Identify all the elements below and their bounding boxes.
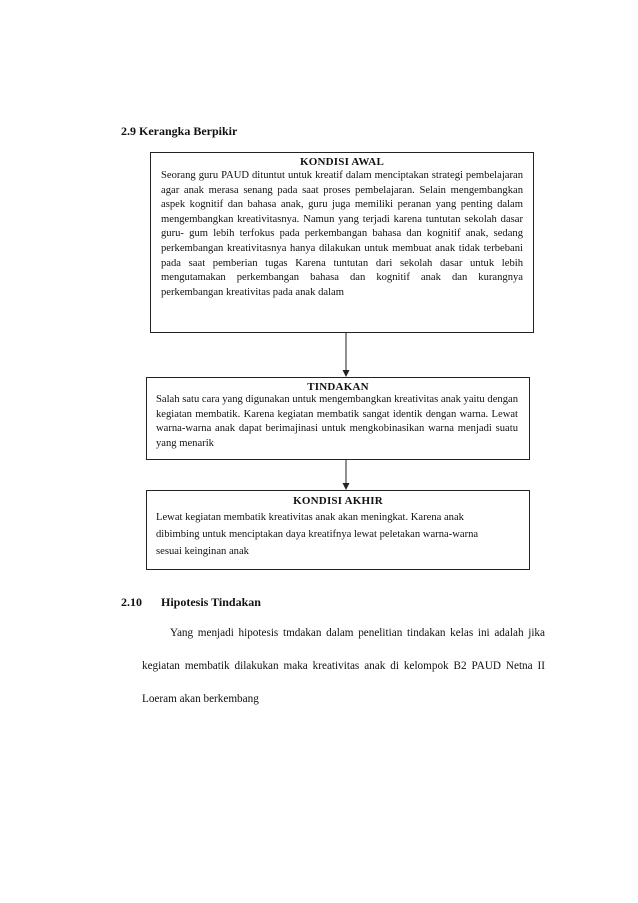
box-text-tindakan: Salah satu cara yang digunakan untuk mengembangkan kreativitas anak yaitu dengan kegiatan membatik. Karena kegiatan membatik sangat identik dengan warna. Lewat warna-warna anak dapat berimajinasi untuk mengkobinasikan warna menjadi suatu yang menarik bbox=[156, 394, 518, 449]
section-number: 2.10 bbox=[121, 595, 142, 609]
box-text-kondisi-awal: Seorang guru PAUD dituntut untuk kreatif dalam menciptakan strategi pembelajaran agar anak merasa senang pada saat proses pembelajaran. Selain mengembangkan aspek kognitif dan bahasa anak, guru juga memiliki peranan yang penting dalam mengembangkan kreativitasnya. Namun yang terjadi karena tuntutan sekolah dasar guru- gum lebih terfokus pada perkembangan bahasa dan kognitif anak, sedang perkembangan kreativitasnya hanya dilakukan untuk membuat anak tidak terbebani pada saat pemberian tugas Karena tuntutan dari sekolah dasar untuk lebih mengutamakan perkembangan bahasa dan kognitif anak dan kurangnya perkembangan kreativitas pada anak dalam bbox=[161, 170, 523, 298]
box-title-kondisi-akhir: KONDISI AKHIR bbox=[293, 495, 383, 507]
flowchart-arrow-awal-to-tindakan bbox=[340, 333, 352, 378]
section-heading-hipotesis-tindakan bbox=[121, 595, 261, 610]
flowchart-arrow-tindakan-to-akhir bbox=[340, 460, 352, 491]
hipotesis-paragraph: Yang menjadi hipotesis tmdakan dalam penelitian tindakan kelas ini adalah jika kegiatan membatik dilakukan maka kreativitas anak di kelompok B2 PAUD Netna II Loeram akan berkembang bbox=[142, 627, 545, 705]
flowchart-box-tindakan bbox=[146, 377, 530, 460]
box-title-tindakan: TINDAKAN bbox=[307, 381, 369, 393]
section-heading-kerangka-berpikir: 2.9 Kerangka Berpikir bbox=[121, 124, 238, 138]
box-text-kondisi-akhir: Lewat kegiatan membatik kreativitas anak akan meningkat. Karena anak dibimbing untuk menciptakan daya kreatifnya lewat peletakan warna-warna sesuai keinginan anak bbox=[156, 512, 479, 557]
box-title-kondisi-awal: KONDISI AWAL bbox=[299, 156, 384, 168]
section-title: Hipotesis Tindakan bbox=[161, 595, 261, 609]
flowchart-box-kondisi-akhir bbox=[146, 490, 530, 570]
flowchart-box-kondisi-awal bbox=[150, 152, 534, 333]
